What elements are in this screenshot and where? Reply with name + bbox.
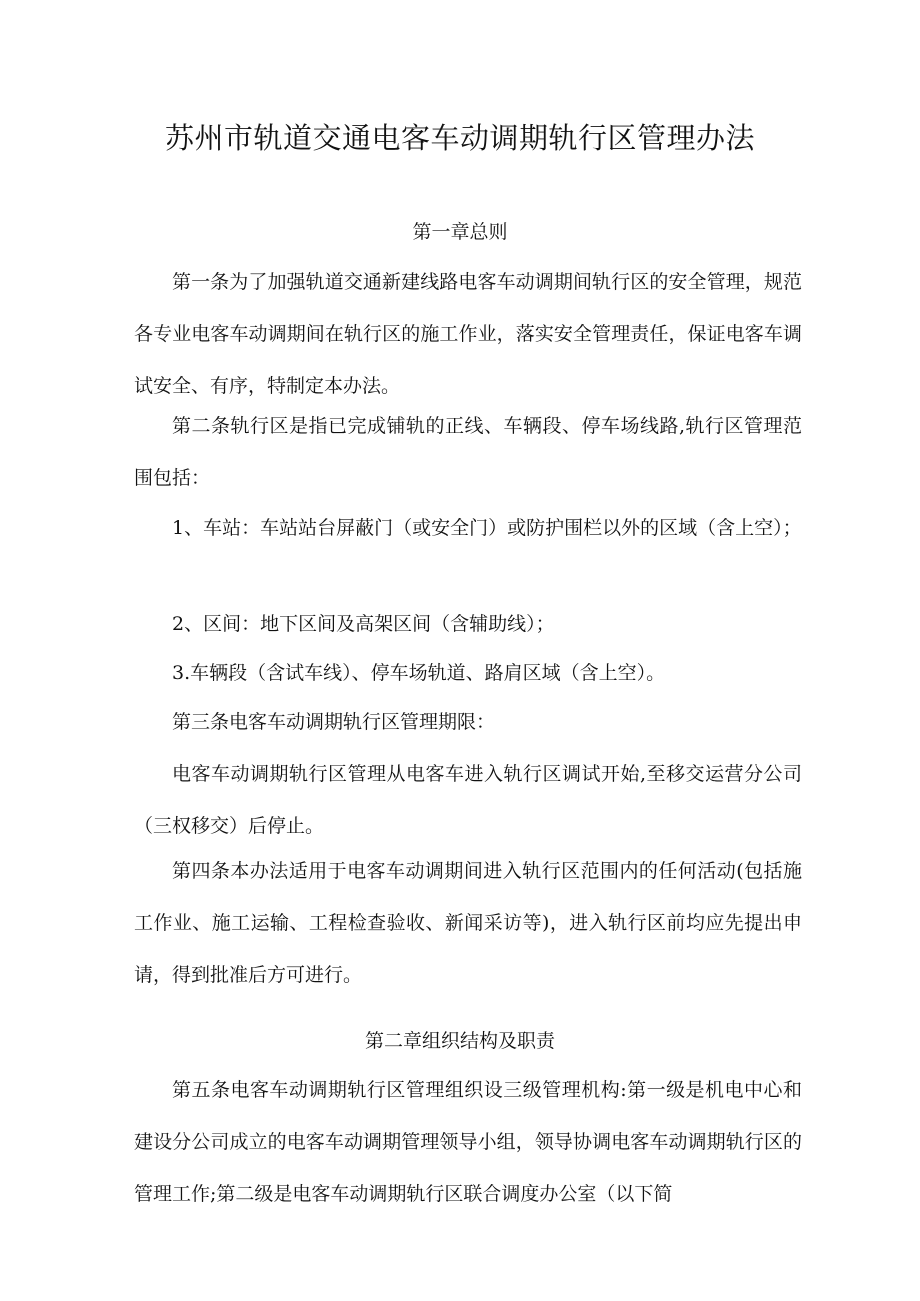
article-2: 第二条轨行区是指已完成铺轨的正线、车辆段、停车场线路,轨行区管理范围包括： (134, 415, 802, 489)
article-4: 第四条本办法适用于电客车动调期间进入轨行区范围内的任何活动(包括施工作业、施工运输、工程检查验收、新闻采访等)，进入轨行区前均应先提出申请，得到批准后方可进行。 (134, 860, 802, 986)
article-2-item-3: 3.车辆段（含试车线）、停车场轨道、路肩区域（含上空）。 (172, 662, 666, 684)
article-3-body: 电客车动调期轨行区管理从电客车进入轨行区调试开始,至移交运营分公司（三权移交）后停止。 (134, 763, 802, 837)
document-title: 苏州市轨道交通电客车动调期轨行区管理办法 (164, 121, 755, 155)
article-1: 第一条为了加强轨道交通新建线路电客车动调期间轨行区的安全管理，规范各专业电客车动调期间在轨行区的施工作业，落实安全管理责任，保证电客车调试安全、有序，特制定本办法。 (134, 271, 802, 397)
chapter-1-heading: 第一章总则 (412, 221, 508, 243)
article-5: 第五条电客车动调期轨行区管理组织设三级管理机构:第一级是机电中心和建设分公司成立的电客车动调期管理领导小组，领导协调电客车动调期轨行区的管理工作;第二级是电客车动调期轨行区联合调度办公室（以下简 (134, 1079, 802, 1205)
article-2-item-1: 1、车站：车站站台屏蔽门（或安全门）或防护围栏以外的区域（含上空）； (172, 517, 802, 539)
article-3: 第三条电客车动调期轨行区管理期限： (172, 711, 496, 733)
article-2-item-2: 2、区间：地下区间及高架区间（含辅助线）； (172, 613, 555, 635)
chapter-2-heading: 第二章组织结构及职责 (364, 1030, 555, 1052)
